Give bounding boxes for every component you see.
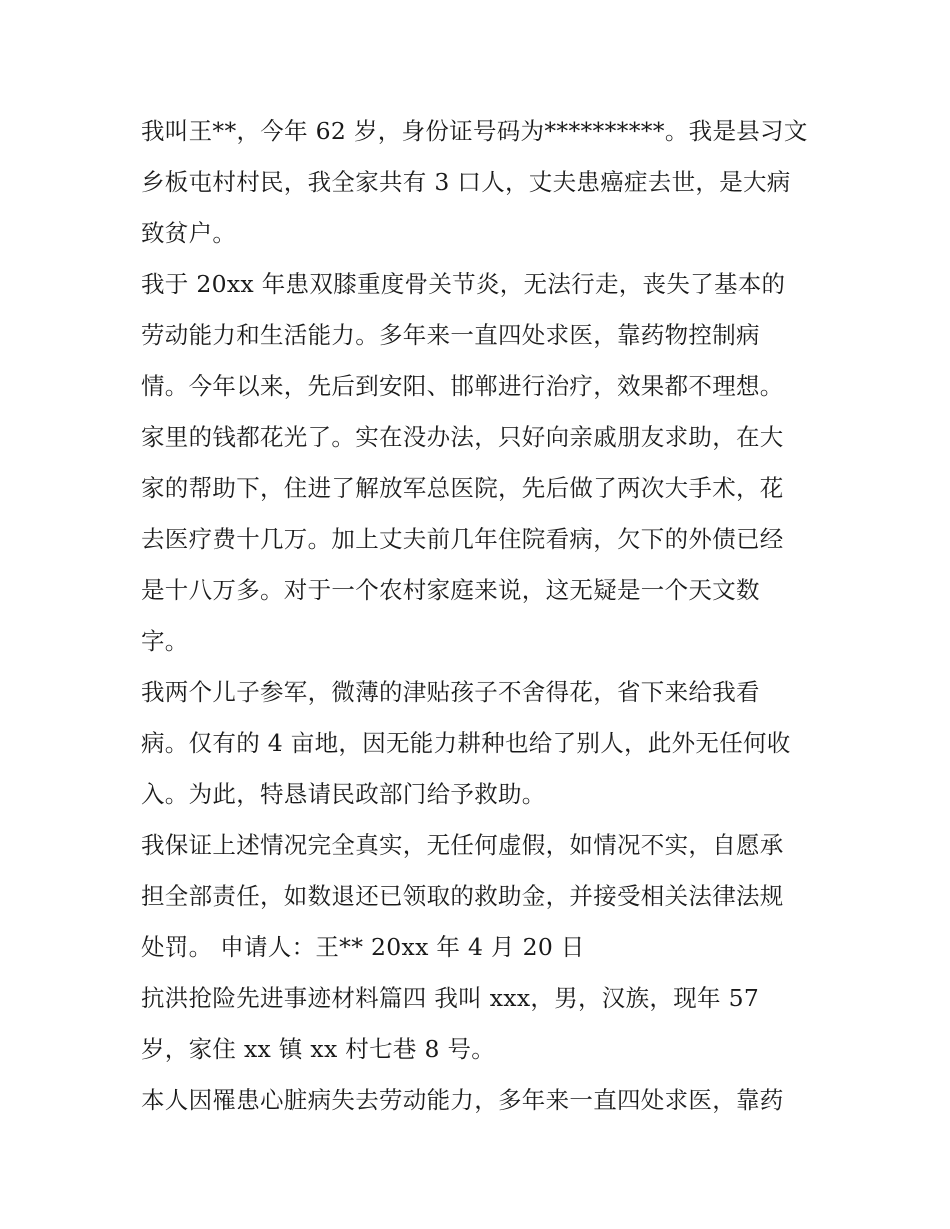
text-line: 入。为此，特恳请民政部门给予救助。	[141, 780, 546, 808]
document-body	[141, 110, 821, 1130]
text-line: 本人因罹患心脏病失去劳动能力，多年来一直四处求医，靠药	[141, 1086, 784, 1114]
text-line: 家的帮助下，住进了解放军总医院，先后做了两次大手术，花	[141, 474, 784, 502]
text-line: 岁，家住 xx 镇 xx 村七巷 8 号。	[141, 1035, 496, 1063]
text-line: 我于 20xx 年患双膝重度骨关节炎，无法行走，丧失了基本的	[141, 270, 786, 298]
text-line: 字。	[141, 627, 189, 655]
text-line: 去医疗费十几万。加上丈夫前几年住院看病，欠下的外债已经	[141, 525, 784, 553]
text-line: 病。仅有的 4 亩地，因无能力耕种也给了别人，此外无任何收	[141, 729, 791, 757]
text-line: 处罚。 申请人：王** 20xx 年 4 月 20 日	[141, 933, 585, 961]
text-line: 我保证上述情况完全真实，无任何虚假，如情况不实，自愿承	[141, 831, 784, 859]
text-line: 情。今年以来，先后到安阳、邯郸进行治疗，效果都不理想。	[141, 372, 784, 400]
text-line: 抗洪抢险先进事迹材料篇四 我叫 xxx，男，汉族，现年 57	[141, 984, 760, 1012]
text-line: 我叫王**，今年 62 岁，身份证号码为**********。我是县习文	[141, 117, 808, 145]
text-line: 致贫户。	[141, 219, 237, 247]
text-line: 我两个儿子参军，微薄的津贴孩子不舍得花，省下来给我看	[141, 678, 760, 706]
text-line: 乡板屯村村民，我全家共有 3 口人，丈夫患癌症去世，是大病	[141, 168, 791, 196]
text-line: 家里的钱都花光了。实在没办法，只好向亲戚朋友求助，在大	[141, 423, 784, 451]
text-line: 担全部责任，如数退还已领取的救助金，并接受相关法律法规	[141, 882, 784, 910]
text-line: 劳动能力和生活能力。多年来一直四处求医，靠药物控制病	[141, 321, 760, 349]
text-line: 是十八万多。对于一个农村家庭来说，这无疑是一个天文数	[141, 576, 760, 604]
